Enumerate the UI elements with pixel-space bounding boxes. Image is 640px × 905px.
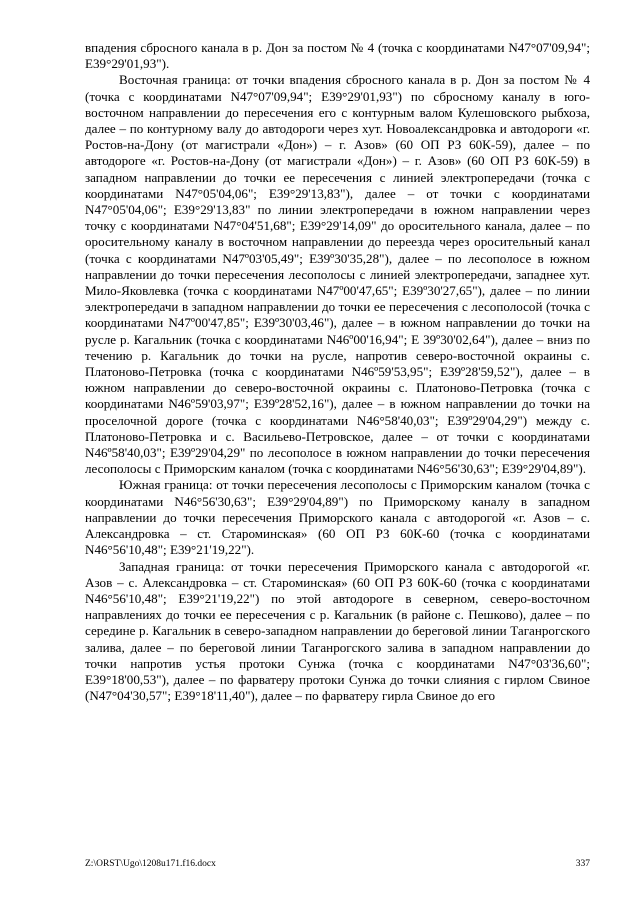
paragraph-west-border: Западная граница: от точки пересечения Приморского канала с автодорогой «г. Азов – с. Александровка – ст. Староминская» (60 ОП РЗ 60К-60 (точка с координатами N46°56'10,48"; E39°21'19,22") по этой автодороге в северном, северо-восточном направлениях до точки ее пересечения с р. Кагальник (в районе с. Пешково), далее – по середине р. Кагальник в северо-западном направлении до береговой линии Таганрогского залива, далее – по береговой линии Таганрогского залива в западном направлении до точки напротив устья протоки Сунжа (точка с координатами N47°03'36,60"; E39°18'00,53"), далее – по фарватеру протоки Сунжа до точки слияния с гирлом Свиное (N47°04'30,57"; E39°18'11,40"), далее – по фарватеру гирла Свиное до его — [85, 558, 590, 704]
footer-page-number: 337 — [575, 859, 590, 869]
paragraph-east-border: Восточная граница: от точки впадения сбросного канала в р. Дон за постом № 4 (точка с координатами N47°07'09,94"; E39°29'01,93") по сбросному каналу в юго-восточном направлении до пересечения его с контурным валом Кулешовского рыбхоза, далее – по контурному валу до автодороги через хут. Новоалександровка и автодороги «г. Ростов-на-Дону (от магистрали «Дон») – г. Азов» (60 ОП РЗ 60К-59), далее – по автодороге «г. Ростов-на-Дону (от магистрали «Дон») – г. Азов» (60 ОП РЗ 60К-59) в западном направлении до точки ее пересечения с линией электропередачи (точка с координатами N47°05'04,06"; E39°29'13,83"), далее – от точки с координатами N47°05'04,06"; E39°29'13,83" по линии электропередачи в южном направлении через точку с координатами N47°04'51,68"; E39°29'14,09" до оросительного канала, далее – по оросительному каналу в восточном направлении до переезда через оросительный канал (точка с координатами N47º03'05,49"; E39º30'35,28"), далее – по лесополосе в южном направлении до точки пересечения лесополосы с линией электропередачи, западнее хут. Мило-Яковлевка (точка с координатами N47º00'47,65"; E39º30'27,65"), далее – по линии электропередачи в западном направлении до точки ее пересечения с лесополосой (точка с координатами N47º00'47,85"; E39º30'03,46"), далее – в южном направлении до точки на русле р. Кагальник (точка с координатами N46º00'16,94"; E 39º30'02,64"), далее – вниз по течению р. Кагальник до точки на русле, напротив северо-восточной окраины с. Платоново-Петровка (точка с координатами N46º59'53,95"; E39º28'59,52"), далее – в южном направлении до северо-восточной окраины с. Платоново-Петровка (точка с координатами N46º59'03,97"; E39º28'52,16"), далее – в южном направлении до точки на проселочной дороге (точка с координатами N46°58'40,03"; E39º29'04,29") между с. Платоново-Петровка и с. Васильево-Петровское, далее – от точки с координатами N46º58'40,03"; E39º29'04,29" по лесополосе в южном направлении до точки пересечения лесополосы с Приморским каналом (точка с координатами N46°56'30,63"; E39°29'04,89"). — [85, 72, 590, 477]
paragraph-continuation: впадения сбросного канала в р. Дон за постом № 4 (точка с координатами N47°07'09,94"; E39°29'01,93"). — [85, 40, 590, 72]
paragraph-south-border: Южная граница: от точки пересечения лесополосы с Приморским каналом (точка с координатами N46°56'30,63"; E39°29'04,89") по Приморскому каналу в западном направлении до точки пересечения Приморского канала с автодорогой «г. Азов – с. Александровка – ст. Староминская» (60 ОП РЗ 60К-60 (точка с координатами N46°56'10,48"; E39°21'19,22"). — [85, 477, 590, 558]
footer-file-path: Z:\ORST\Ugo\1208u171.f16.docx — [85, 859, 216, 869]
document-body — [85, 40, 590, 704]
